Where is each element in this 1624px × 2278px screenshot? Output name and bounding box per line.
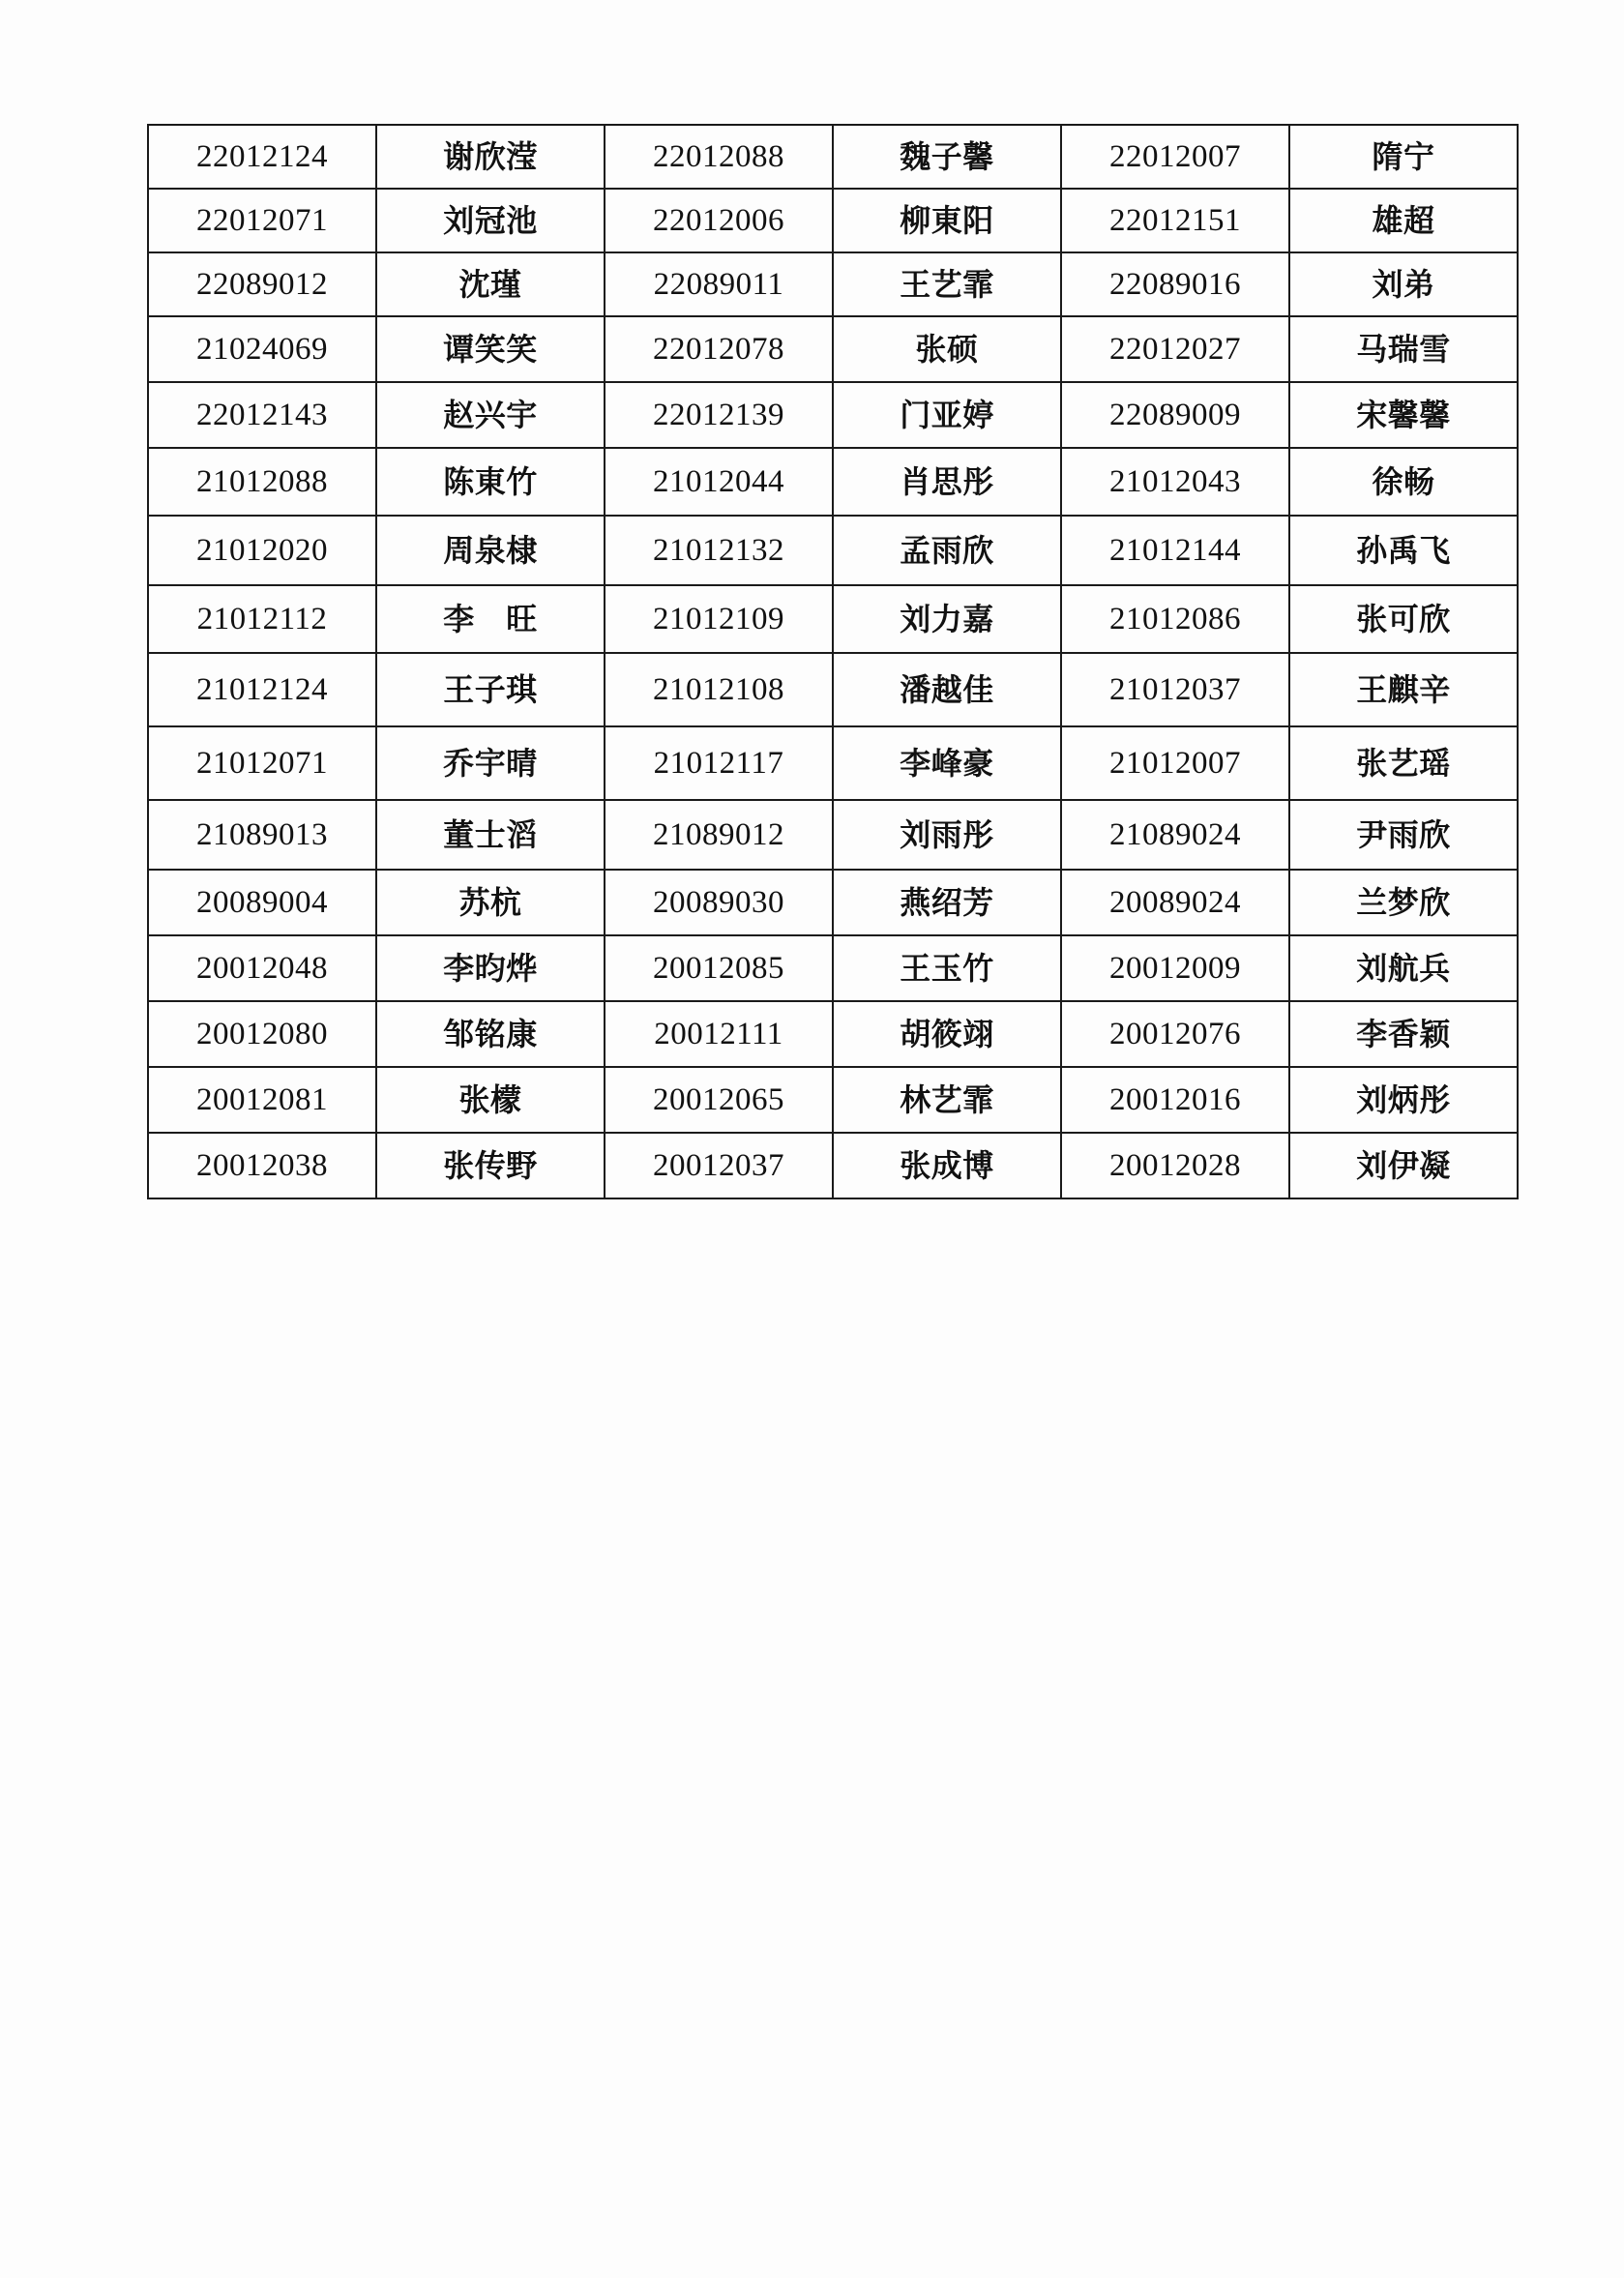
student-name-cell: 张硕 [833,316,1061,382]
student-name-cell: 苏杭 [376,870,605,935]
student-name-cell: 乔宇晴 [376,726,605,800]
student-id-cell: 22012007 [1061,125,1289,189]
student-name-cell: 刘冠池 [376,189,605,252]
student-name-cell: 张可欣 [1289,585,1518,653]
student-name-cell: 雄超 [1289,189,1518,252]
table-row [148,189,1518,252]
student-id-cell: 22089011 [605,252,833,316]
student-name-cell: 胡筱翊 [833,1001,1061,1067]
student-id-cell: 21012007 [1061,726,1289,800]
student-name-cell: 孙禹飞 [1289,516,1518,585]
student-name-cell: 门亚婷 [833,382,1061,448]
student-name-cell: 董士滔 [376,800,605,870]
table-row [148,1067,1518,1133]
student-name-cell: 隋宁 [1289,125,1518,189]
table-row [148,448,1518,516]
student-name-cell: 徐畅 [1289,448,1518,516]
student-name-cell: 刘航兵 [1289,935,1518,1001]
student-name-cell: 宋馨馨 [1289,382,1518,448]
student-id-cell: 21012020 [148,516,376,585]
student-id-cell: 20012028 [1061,1133,1289,1198]
student-name-cell: 刘雨彤 [833,800,1061,870]
student-id-cell: 20089030 [605,870,833,935]
student-name-cell: 燕绍芳 [833,870,1061,935]
student-roster-table [147,124,1519,1199]
table-row [148,726,1518,800]
student-name-cell: 柳東阳 [833,189,1061,252]
table-row [148,382,1518,448]
student-id-cell: 20089004 [148,870,376,935]
table-row [148,800,1518,870]
student-id-cell: 22012071 [148,189,376,252]
student-id-cell: 22089012 [148,252,376,316]
student-id-cell: 20012111 [605,1001,833,1067]
student-name-cell: 刘弟 [1289,252,1518,316]
student-id-cell: 20012037 [605,1133,833,1198]
student-id-cell: 20089024 [1061,870,1289,935]
table-row [148,125,1518,189]
student-name-cell: 刘伊凝 [1289,1133,1518,1198]
student-id-cell: 21012108 [605,653,833,726]
student-name-cell: 王艺霏 [833,252,1061,316]
student-name-cell: 邹铭康 [376,1001,605,1067]
student-name-cell: 王子琪 [376,653,605,726]
student-id-cell: 20012038 [148,1133,376,1198]
student-name-cell: 张檬 [376,1067,605,1133]
student-id-cell: 21089012 [605,800,833,870]
student-name-cell: 刘力嘉 [833,585,1061,653]
student-id-cell: 20012080 [148,1001,376,1067]
student-name-cell: 张艺瑶 [1289,726,1518,800]
student-id-cell: 21089013 [148,800,376,870]
student-name-cell: 潘越佳 [833,653,1061,726]
student-id-cell: 21012117 [605,726,833,800]
student-id-cell: 20012065 [605,1067,833,1133]
student-id-cell: 21089024 [1061,800,1289,870]
table-row [148,935,1518,1001]
table-row [148,516,1518,585]
student-name-cell: 李香颖 [1289,1001,1518,1067]
student-name-cell: 孟雨欣 [833,516,1061,585]
student-id-cell: 22012088 [605,125,833,189]
student-name-cell: 马瑞雪 [1289,316,1518,382]
student-id-cell: 21012037 [1061,653,1289,726]
student-name-cell: 王麒辛 [1289,653,1518,726]
table-row [148,870,1518,935]
student-id-cell: 20012076 [1061,1001,1289,1067]
student-name-cell: 赵兴宇 [376,382,605,448]
student-name-cell: 李 旺 [376,585,605,653]
student-id-cell: 21012144 [1061,516,1289,585]
student-name-cell: 李昀烨 [376,935,605,1001]
student-id-cell: 22012143 [148,382,376,448]
student-id-cell: 22012027 [1061,316,1289,382]
roster-table-body [148,125,1518,1198]
table-row [148,316,1518,382]
student-name-cell: 陈東竹 [376,448,605,516]
student-id-cell: 21012044 [605,448,833,516]
student-name-cell: 谢欣滢 [376,125,605,189]
student-name-cell: 肖思彤 [833,448,1061,516]
student-id-cell: 20012085 [605,935,833,1001]
student-id-cell: 21024069 [148,316,376,382]
table-row [148,585,1518,653]
student-id-cell: 22089009 [1061,382,1289,448]
student-name-cell: 魏子馨 [833,125,1061,189]
student-id-cell: 21012086 [1061,585,1289,653]
student-name-cell: 兰梦欣 [1289,870,1518,935]
student-id-cell: 21012124 [148,653,376,726]
student-name-cell: 张成博 [833,1133,1061,1198]
student-id-cell: 22012124 [148,125,376,189]
student-id-cell: 21012112 [148,585,376,653]
student-id-cell: 20012081 [148,1067,376,1133]
student-name-cell: 尹雨欣 [1289,800,1518,870]
table-row [148,1001,1518,1067]
student-id-cell: 21012088 [148,448,376,516]
student-id-cell: 21012132 [605,516,833,585]
student-name-cell: 谭笑笑 [376,316,605,382]
student-id-cell: 20012016 [1061,1067,1289,1133]
student-id-cell: 21012043 [1061,448,1289,516]
student-id-cell: 21012109 [605,585,833,653]
student-name-cell: 林艺霏 [833,1067,1061,1133]
student-name-cell: 沈瑾 [376,252,605,316]
student-id-cell: 21012071 [148,726,376,800]
student-name-cell: 张传野 [376,1133,605,1198]
table-row [148,653,1518,726]
table-row [148,1133,1518,1198]
student-id-cell: 20012009 [1061,935,1289,1001]
student-id-cell: 22012151 [1061,189,1289,252]
student-name-cell: 周泉棣 [376,516,605,585]
student-id-cell: 22012006 [605,189,833,252]
student-id-cell: 22012078 [605,316,833,382]
student-name-cell: 王玉竹 [833,935,1061,1001]
student-id-cell: 22089016 [1061,252,1289,316]
student-name-cell: 刘炳彤 [1289,1067,1518,1133]
student-name-cell: 李峰豪 [833,726,1061,800]
student-id-cell: 20012048 [148,935,376,1001]
student-id-cell: 22012139 [605,382,833,448]
table-row [148,252,1518,316]
